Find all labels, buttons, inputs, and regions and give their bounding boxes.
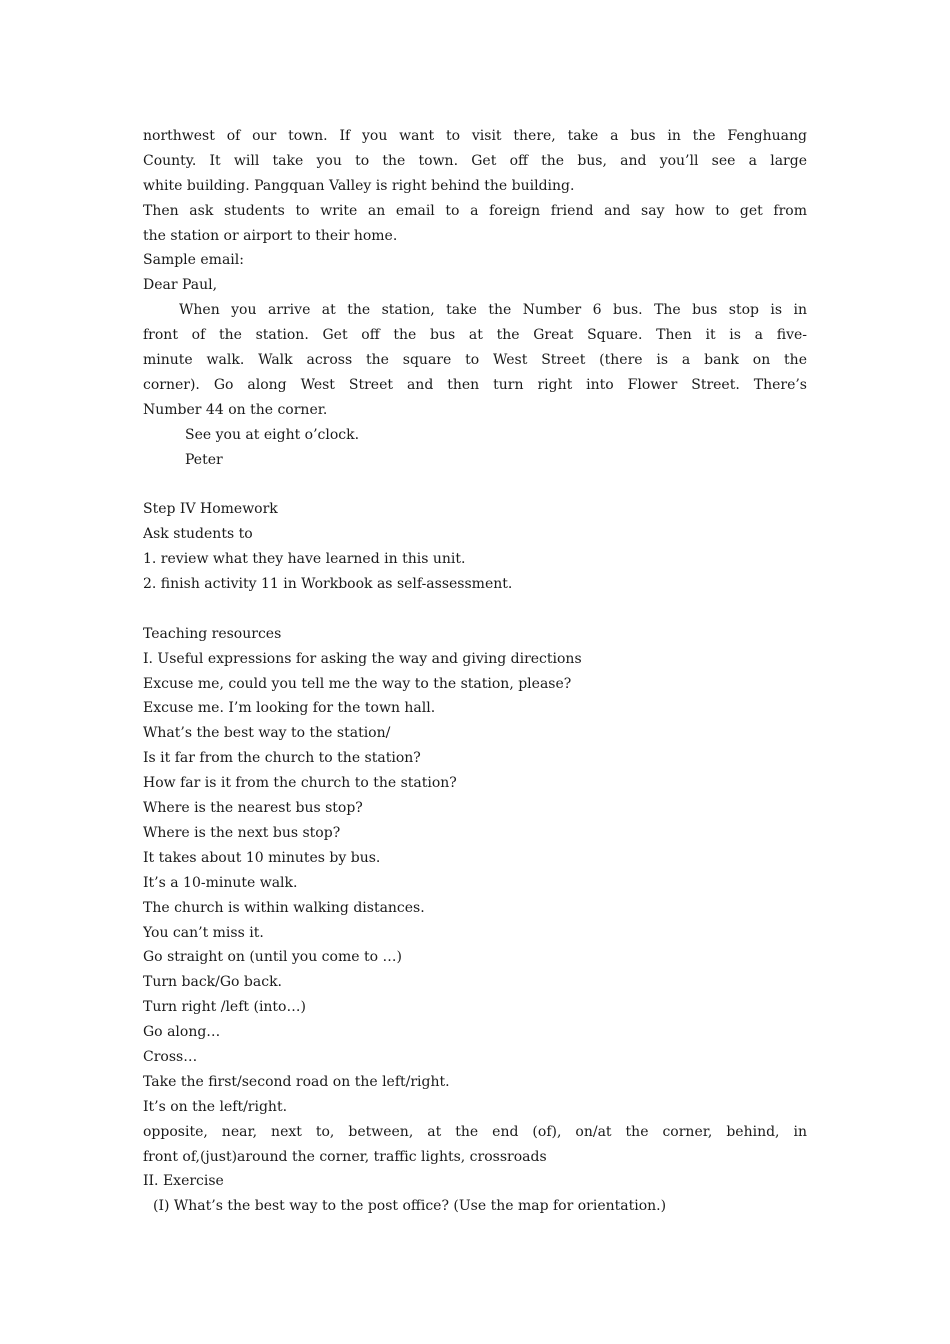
text-line: County. It will take you to the town. Get off the bus, and you’ll see a large <box>143 152 807 169</box>
text-line: the station or airport to their home. <box>143 227 398 244</box>
expression-item: Go along… <box>143 1024 221 1041</box>
resources-heading: Teaching resources <box>143 625 282 642</box>
expression-item: Cross… <box>143 1048 198 1065</box>
expression-item: Turn back/Go back. <box>143 974 283 991</box>
spacer <box>143 472 807 497</box>
spacer <box>143 597 807 622</box>
text-line: opposite, near, next to, between, at the end (of), on/at the corner, behind, in <box>143 1123 807 1140</box>
homework-intro: Ask students to <box>143 526 253 543</box>
text-line: northwest of our town. If you want to visit there, take a bus in the Fenghuang <box>143 128 807 144</box>
task-paragraph <box>143 199 807 249</box>
email-greeting: Dear Paul, <box>143 277 218 294</box>
email-body-line: When you arrive at the station, take the Number 6 bus. The bus stop is in <box>179 302 807 319</box>
email-body-line: front of the station. Get off the bus at the Great Square. Then it is a five- <box>143 327 807 344</box>
expression-item: Take the first/second road on the left/right. <box>143 1073 450 1090</box>
expression-item: It takes about 10 minutes by bus. <box>143 849 381 866</box>
email-closing: See you at eight o’clock. <box>185 426 360 443</box>
homework-heading: Step IV Homework <box>143 501 278 518</box>
expression-item: It’s a 10-minute walk. <box>143 874 298 891</box>
text-line: front of,(just)around the corner, traffic lights, crossroads <box>143 1148 547 1165</box>
sample-email-label: Sample email: <box>143 252 244 269</box>
expression-list <box>143 672 807 1120</box>
resources-section <box>143 622 807 1219</box>
section-title: II. Exercise <box>143 1173 224 1190</box>
document-page <box>143 124 807 1219</box>
expression-item: Is it far from the church to the station? <box>143 750 421 767</box>
homework-section <box>143 497 807 597</box>
email-body-line: Number 44 on the corner. <box>143 401 328 418</box>
section-title: I. Useful expressions for asking the way and giving directions <box>143 650 582 667</box>
homework-item: 2. finish activity 11 in Workbook as self-assessment. <box>143 576 513 593</box>
email-body-line: corner). Go along West Street and then turn right into Flower Street. There’s <box>143 376 807 393</box>
text-line: white building. Pangquan Valley is right behind the building. <box>143 177 575 194</box>
expression-item: Excuse me, could you tell me the way to the station, please? <box>143 675 572 692</box>
email-signature: Peter <box>185 451 223 468</box>
exercise-question: (I) What’s the best way to the post office? (Use the map for orientation.) <box>153 1198 667 1215</box>
expression-item: What’s the best way to the station/ <box>143 725 391 742</box>
expression-item: Where is the next bus stop? <box>143 824 341 841</box>
expression-item: The church is within walking distances. <box>143 899 425 916</box>
intro-paragraph <box>143 124 807 199</box>
expression-item: How far is it from the church to the station? <box>143 775 457 792</box>
expression-item: Go straight on (until you come to …) <box>143 949 402 966</box>
text-line: Then ask students to write an email to a foreign friend and say how to get from <box>143 202 807 219</box>
homework-item: 1. review what they have learned in this unit. <box>143 551 466 568</box>
prepositions-paragraph <box>143 1120 807 1170</box>
expression-item: It’s on the left/right. <box>143 1098 288 1115</box>
expression-item: Excuse me. I’m looking for the town hall. <box>143 700 436 717</box>
expression-item: You can’t miss it. <box>143 924 264 941</box>
expression-item: Where is the nearest bus stop? <box>143 800 363 817</box>
email-body-line: minute walk. Walk across the square to West Street (there is a bank on the <box>143 352 807 369</box>
sample-email <box>143 273 807 472</box>
expression-item: Turn right /left (into…) <box>143 999 306 1016</box>
